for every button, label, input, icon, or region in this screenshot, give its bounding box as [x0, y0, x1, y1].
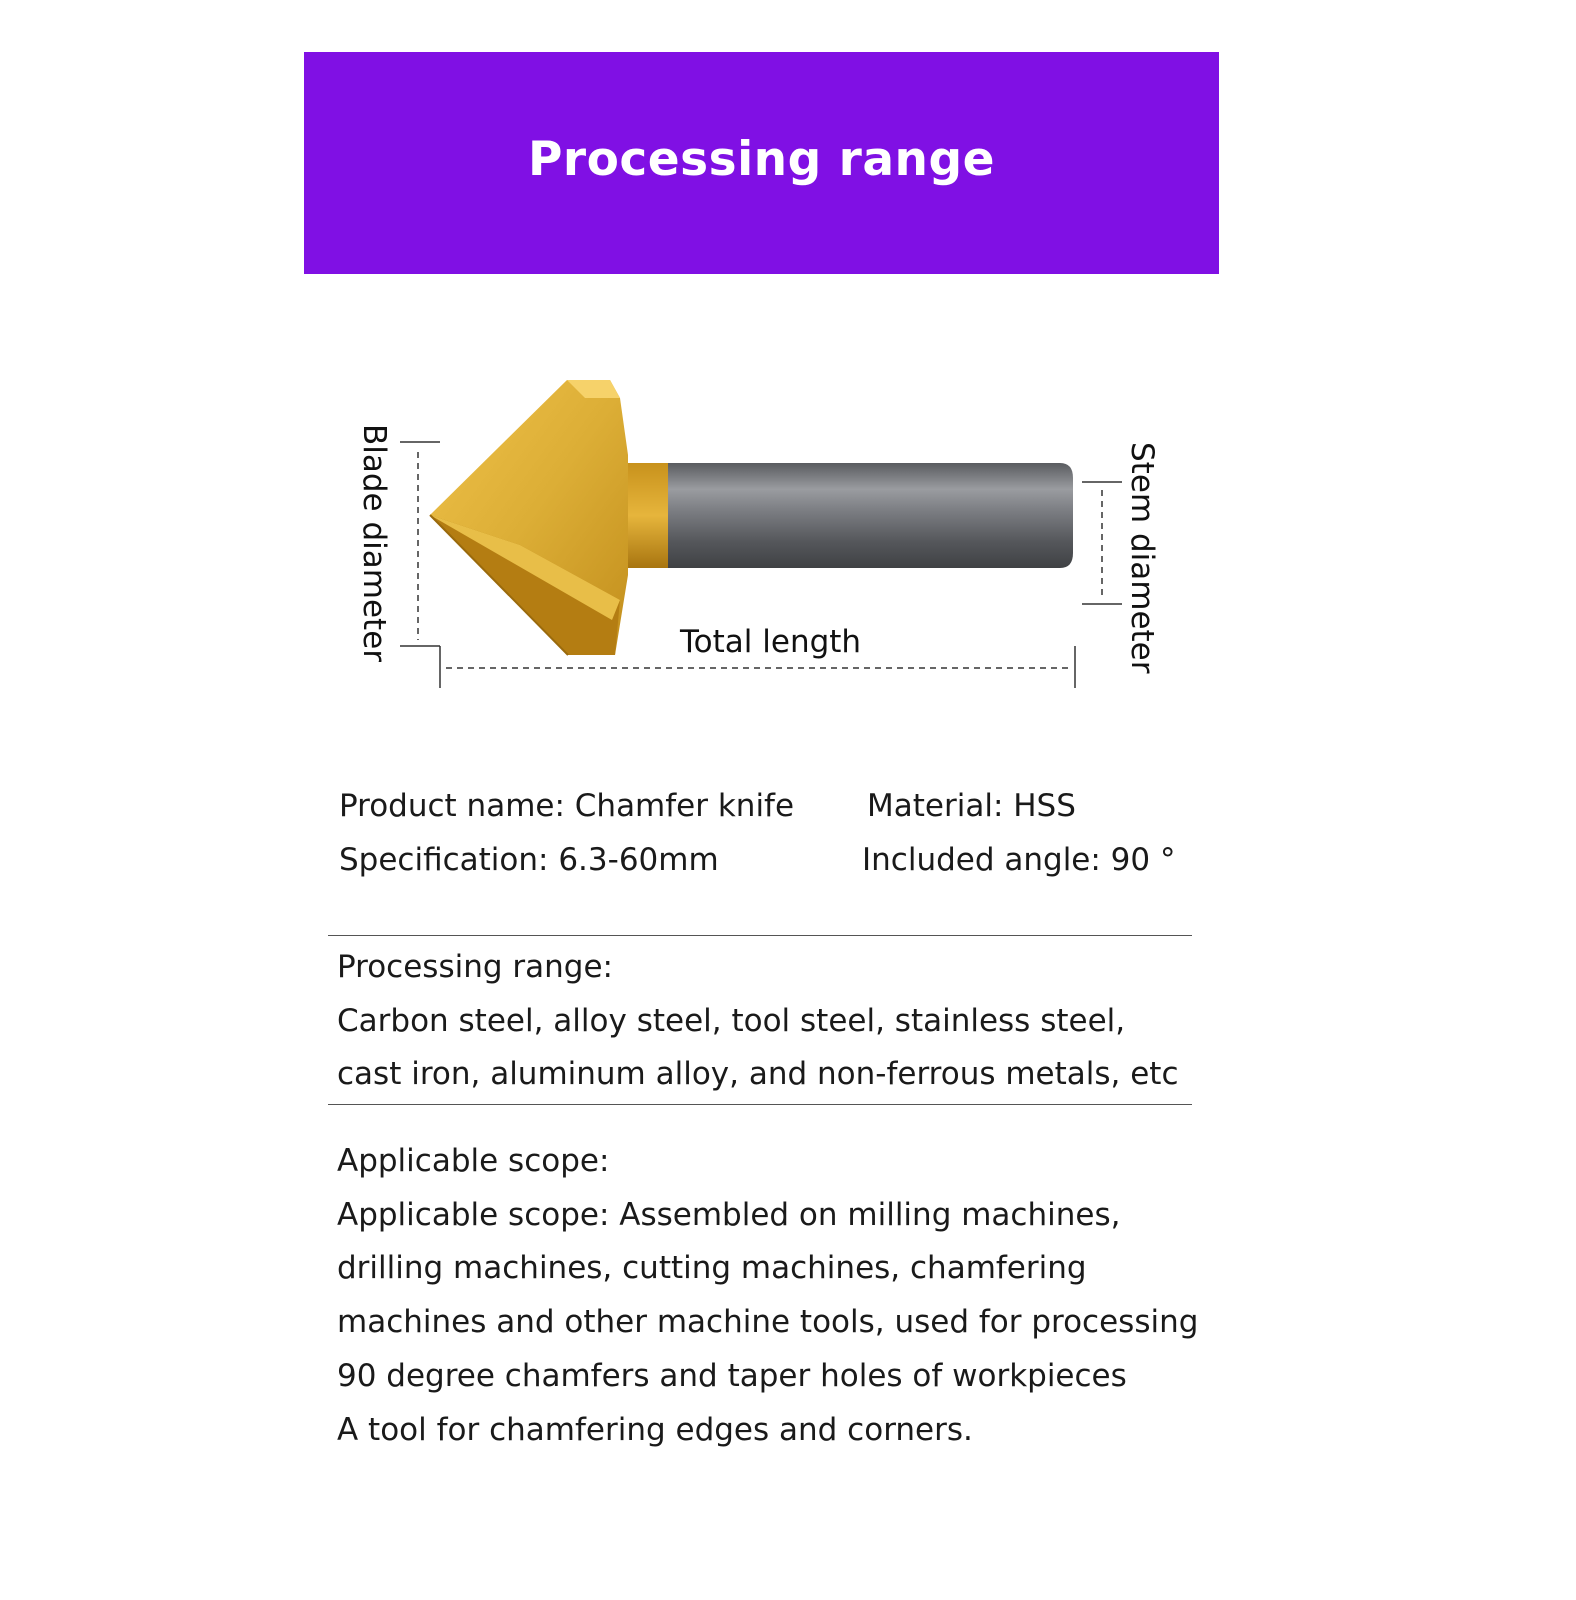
stem-shank: [664, 463, 1073, 568]
total-length-label: Total length: [680, 624, 862, 660]
product-name: Product name: Chamfer knife: [339, 788, 795, 824]
scope-line: drilling machines, cutting machines, chamfering: [337, 1250, 1087, 1287]
divider-top: [328, 935, 1192, 936]
applicable-scope-block: [337, 1135, 1198, 1457]
included-angle: Included angle: 90 °: [862, 842, 1176, 878]
blade-head: [430, 380, 628, 655]
divider-bottom: [328, 1104, 1192, 1105]
specification: Specification: 6.3-60mm: [339, 842, 719, 878]
processing-heading: Processing range:: [337, 949, 613, 985]
tool-diagram: [0, 0, 1576, 760]
stem-diameter-dimension: [1082, 482, 1122, 604]
scope-line: 90 degree chamfers and taper holes of workpieces: [337, 1357, 1127, 1394]
blade-diameter-label: Blade diameter: [356, 424, 392, 663]
tool-neck: [624, 463, 668, 568]
processing-range-block: [337, 941, 1179, 1102]
blade-diameter-dimension: [400, 442, 440, 646]
material: Material: HSS: [867, 788, 1076, 824]
scope-line: Applicable scope: Assembled on milling machines,: [337, 1196, 1121, 1233]
stem-diameter-label: Stem diameter: [1124, 442, 1160, 674]
processing-line: Carbon steel, alloy steel, tool steel, stainless steel,: [337, 1002, 1126, 1039]
scope-line: machines and other machine tools, used for processing: [337, 1304, 1199, 1341]
scope-line: A tool for chamfering edges and corners.: [337, 1411, 973, 1448]
banner-title: Processing range: [527, 131, 996, 187]
scope-heading: Applicable scope:: [337, 1143, 610, 1179]
processing-line: cast iron, aluminum alloy, and non-ferrous metals, etc: [337, 1056, 1179, 1093]
